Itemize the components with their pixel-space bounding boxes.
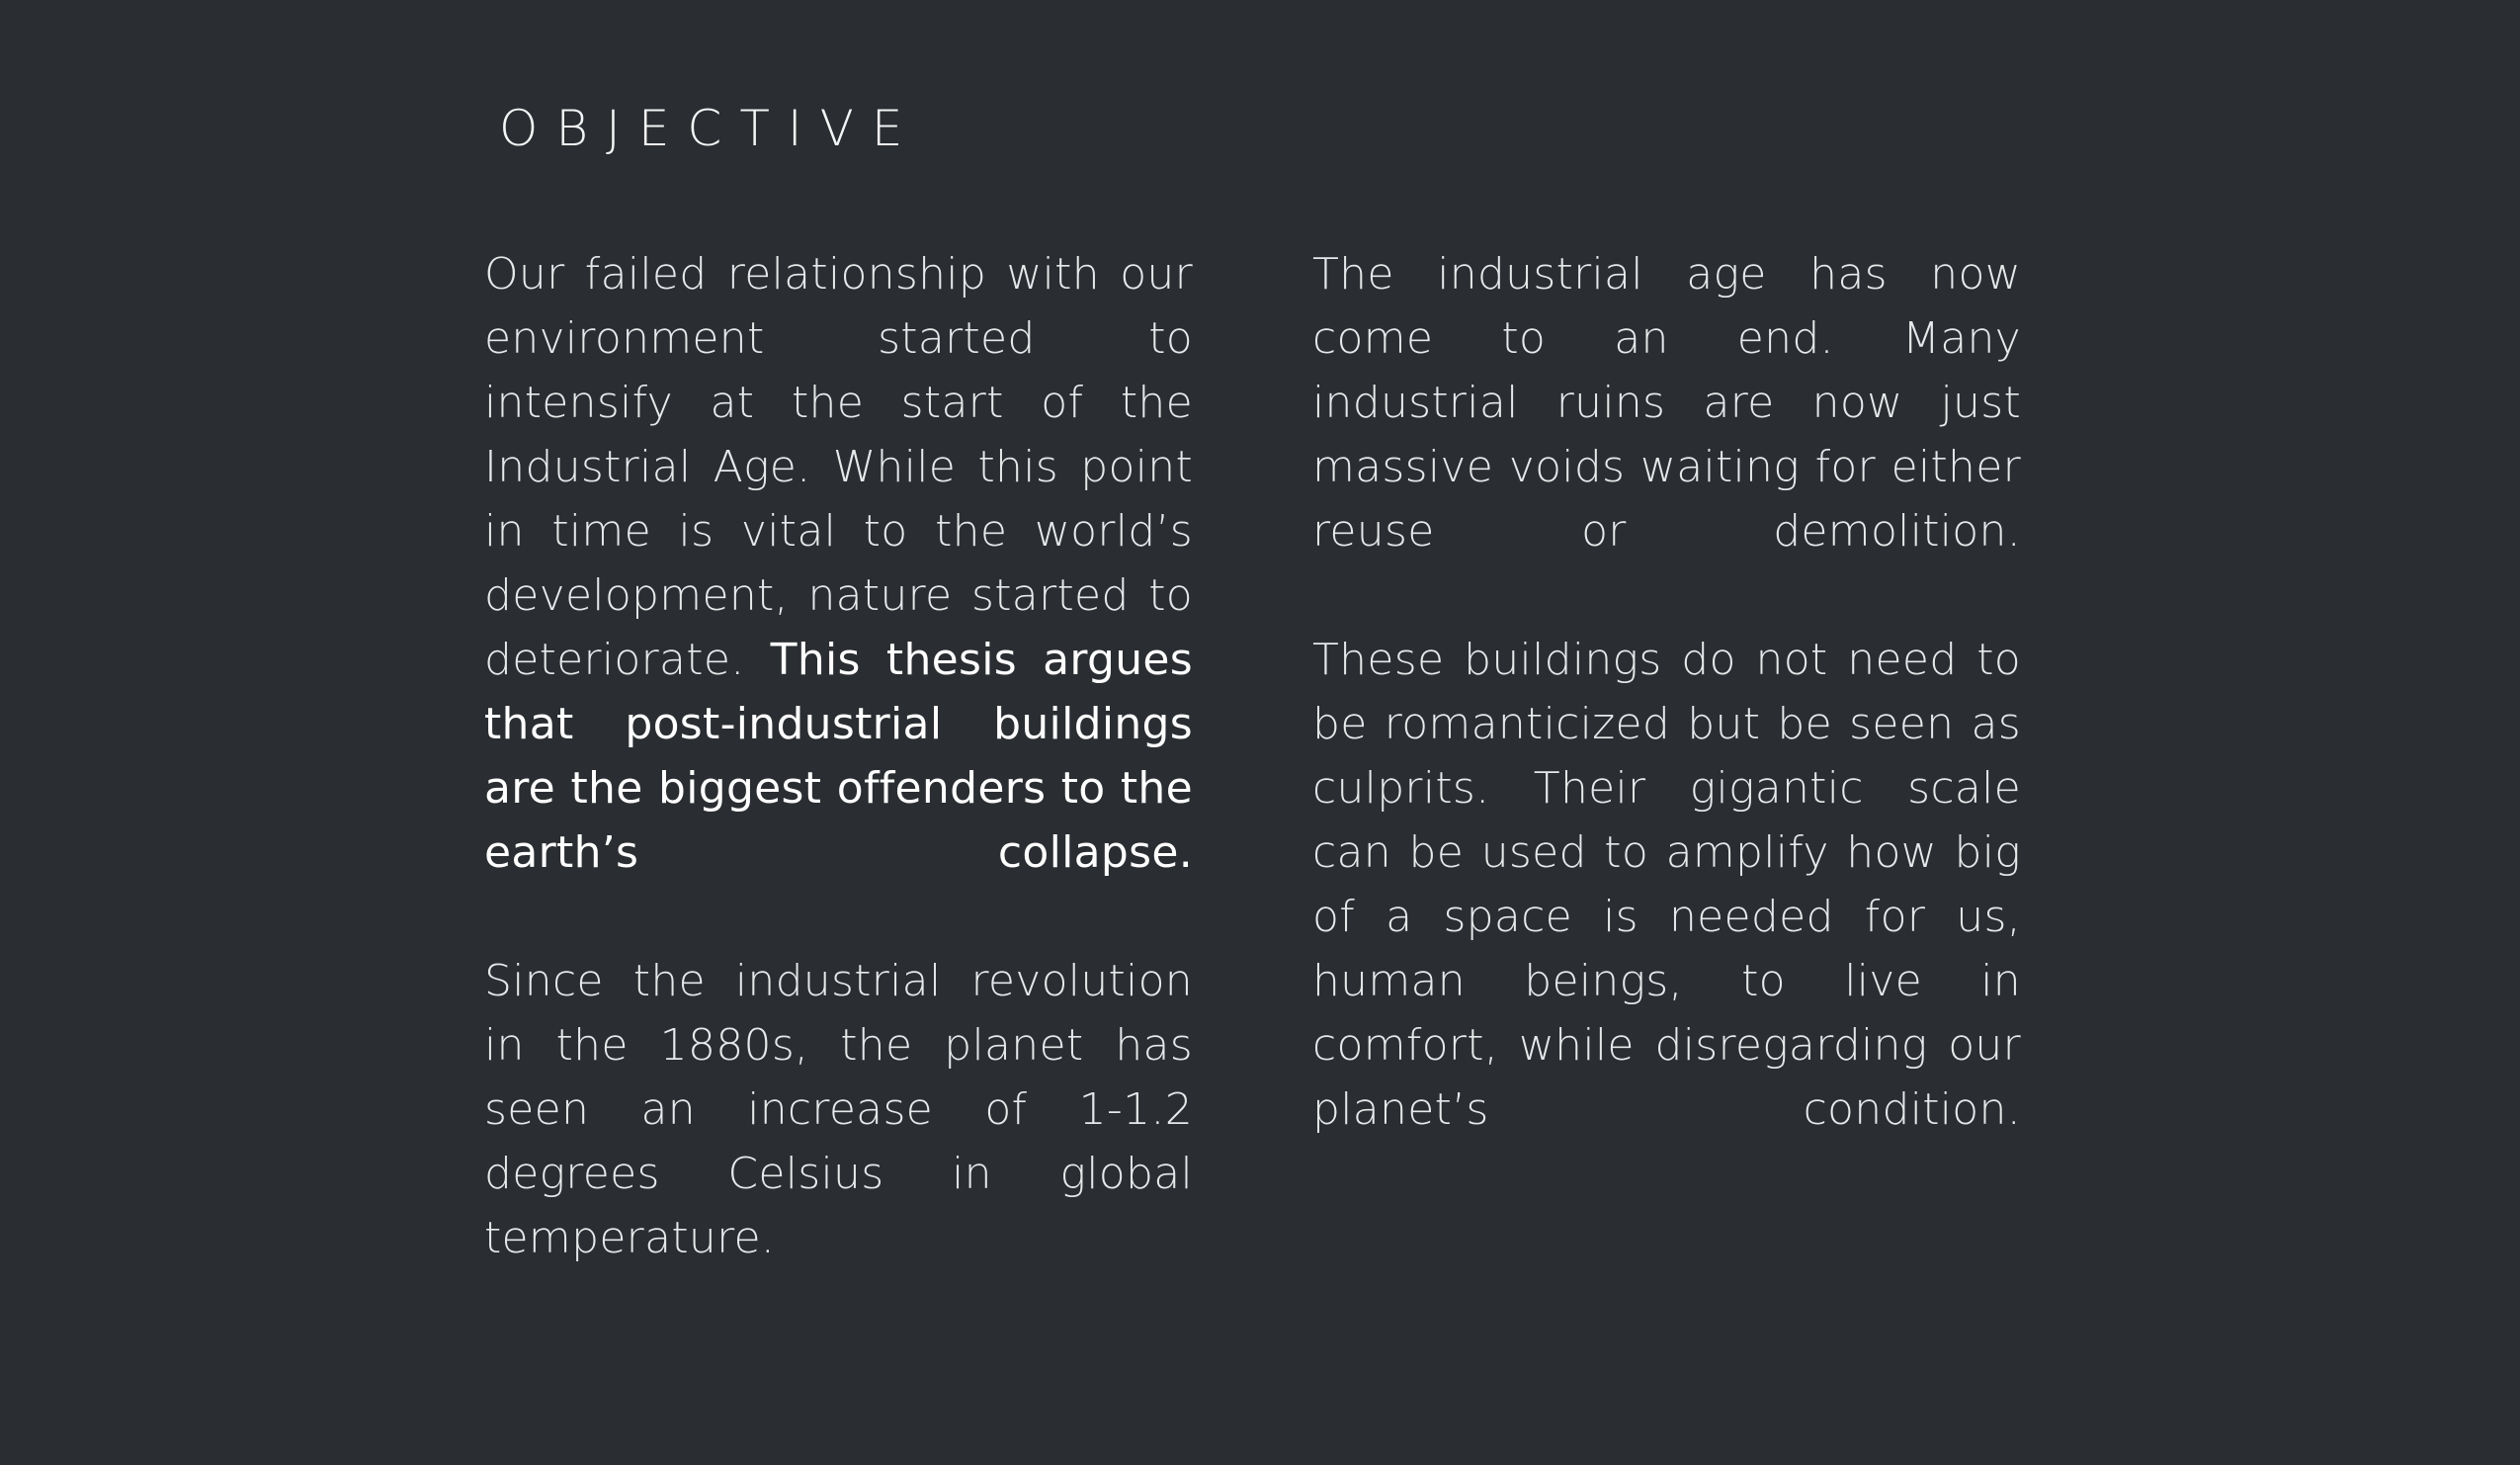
left-paragraph-1 (484, 242, 1193, 885)
left-paragraph-2: Since the industrial revolution in the 1880s, the planet has seen an increase of 1-1.2 degrees Celsius in global temperature. (484, 956, 1193, 1263)
right-column (1312, 242, 2021, 1206)
left-paragraph-1-text: Our failed relationship with our environment started to intensify at the start of the Industrial Age. While this point in time is vital to the world’s development, nature started to deteriorate. (484, 249, 1193, 685)
right-paragraph-1: The industrial age has now come to an end. Many industrial ruins are now just massive voids waiting for either reuse or demolition. (1312, 249, 2021, 557)
thesis-statement: This thesis argues that post-industrial buildings are the biggest offenders to the earth’s collapse. (484, 635, 1193, 878)
left-column (484, 242, 1193, 1335)
section-title: OBJECTIVE (499, 100, 921, 157)
right-paragraph-2: These buildings do not need to be romanticized but be seen as culprits. Their gigantic scale can be used to amplify how big of a space is needed for us, human beings, to live in comfort, while disregarding our planet’s condition. (1312, 635, 2021, 1135)
